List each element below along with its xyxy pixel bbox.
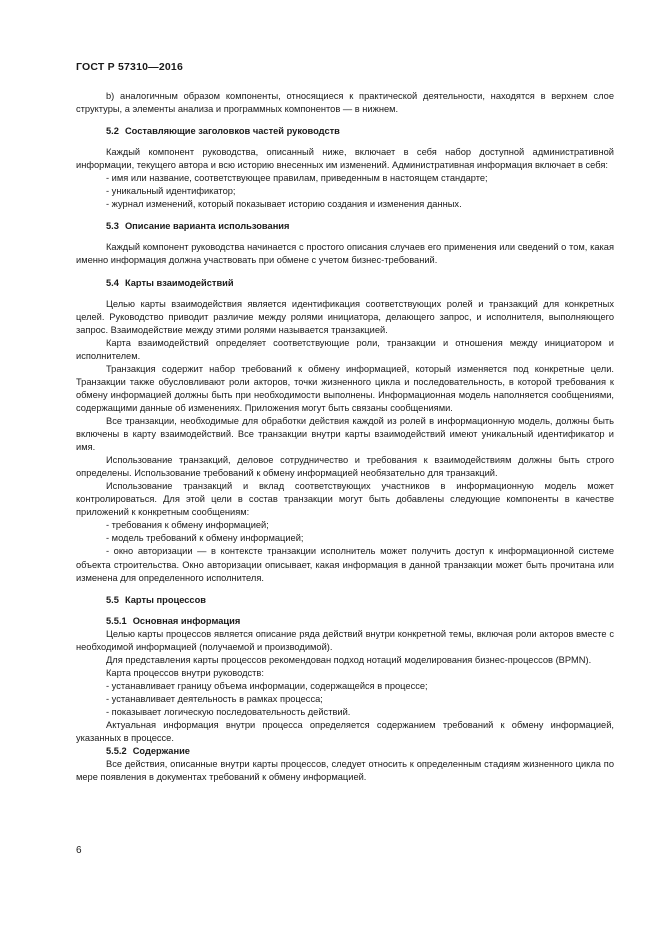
paragraph: Каждый компонент руководства, описанный ниже, включает в себя набор доступной административной информации, текущего автора и всю историю внесенных им изменений. Административная информация включает в себя: — [76, 147, 614, 171]
intro-paragraph: b) аналогичным образом компоненты, относящиеся к практической деятельности, находятся в верхнем слое структуры, а элементы анализа и программных компонентов — в нижнем. — [76, 91, 614, 115]
paragraph: Использование транзакций и вклад соответствующих участников в информационную модель может контролироваться. Для этой цели в состав транзакции могут быть добавлены следующие компоненты в качестве приложений к конкретным сообщениям: — [76, 481, 614, 518]
paragraph: Каждый компонент руководства начинается с простого описания случаев его применения или сведений о том, какая именно информация должна участвовать при обмене с учетом бизнес-требований. — [76, 242, 614, 266]
section-5-4-heading — [76, 277, 614, 290]
document-header: ГОСТ Р 57310—2016 — [76, 61, 184, 73]
section-5-5-heading — [76, 594, 614, 607]
paragraph: Актуальная информация внутри процесса определяется содержанием требований к обмену информацией, указанных в процессе. — [76, 720, 614, 744]
section-number: 5.4 — [106, 277, 119, 288]
list-item: - устанавливает деятельность в рамках процесса; — [106, 693, 323, 704]
section-5-5-2-heading — [76, 745, 614, 758]
paragraph: Целью карты взаимодействия является идентификация соответствующих ролей и транзакций для конкретных целей. Руководство приводит различие между ролями инициатора, делающего запрос, и исполнителя, выполняющего запрос. Взаимодействие между этими ролями называется транзакцией. — [76, 298, 614, 335]
section-number: 5.5.2 — [106, 746, 127, 757]
section-title: Основная информация — [132, 615, 241, 626]
paragraph: Карта процессов внутри руководств: — [106, 667, 264, 678]
section-title: Карты взаимодействий — [124, 277, 234, 288]
section-number: 5.3 — [106, 221, 119, 232]
section-title: Содержание — [132, 746, 190, 757]
section-title: Карты процессов — [124, 594, 206, 605]
section-5-3-heading — [76, 220, 614, 233]
list-item: - журнал изменений, который показывает историю создания и изменения данных. — [106, 199, 462, 210]
list-item: - требования к обмену информацией; — [106, 520, 269, 531]
paragraph: Все транзакции, необходимые для обработки действия каждой из ролей в информационную модель, должны быть включены в карту взаимодействий. Все транзакции внутри карты взаимодействий имеют уникальный идентификатор и имя. — [76, 415, 614, 453]
list-item: - устанавливает границу объема информации, содержащейся в процессе; — [106, 680, 428, 691]
paragraph: Все действия, описанные внутри карты процессов, следует относить к определенным стадиям жизненного цикла по мере появления в документах требований к обмену информацией. — [76, 759, 614, 783]
list-item: - показывает логическую последовательность действий. — [106, 706, 351, 717]
paragraph: Карта взаимодействий определяет соответствующие роли, транзакции и отношения между инициатором и исполнителем. — [76, 337, 614, 361]
list-item: - уникальный идентификатор; — [106, 186, 236, 197]
list-item-paragraph: - окно авторизации — в контексте транзакции исполнитель может получить доступ к информационной системе объекта строительства. Окно авторизации описывает, какая информация в данной транзакции может быть прочитана или изменена для определенного исполнителя. — [76, 546, 614, 583]
paragraph: Целью карты процессов является описание ряда действий внутри конкретной темы, включая роли акторов вместе с необходимой информацией (получаемой и производимой). — [76, 628, 614, 652]
section-number: 5.5 — [106, 594, 119, 605]
document-body — [76, 90, 614, 784]
section-title: Описание варианта использования — [124, 221, 290, 232]
section-5-2-heading — [76, 125, 614, 138]
list-item: - модель требований к обмену информацией; — [106, 533, 304, 544]
page-number: 6 — [76, 845, 82, 856]
paragraph: Для представления карты процессов рекомендован подход нотаций моделирования бизнес-процессов (BPMN). — [106, 654, 592, 665]
section-number: 5.5.1 — [106, 615, 127, 626]
paragraph: Использование транзакций, деловое сотрудничество и требования к взаимодействиям должны быть строго определены. Использование требований к обмену информацией необязательно для транзакций. — [76, 455, 614, 479]
section-number: 5.2 — [106, 126, 119, 137]
list-item: - имя или название, соответствующее правилам, приведенным в настоящем стандарте; — [106, 173, 488, 184]
section-title: Составляющие заголовков частей руководств — [124, 126, 340, 137]
section-5-5-1-heading — [76, 615, 614, 628]
paragraph: Транзакция содержит набор требований к обмену информацией, который изменяется под конкретные цели. Транзакции также обусловливают роли акторов, точки жизненного цикла и последовательность, в которой требования к обмену информацией должны быть при необходимости выполнены. Информационная модель наполняется сообщениями, содержащими данные об изменениях. Приложения могут быть связаны сообщениями. — [76, 363, 614, 413]
